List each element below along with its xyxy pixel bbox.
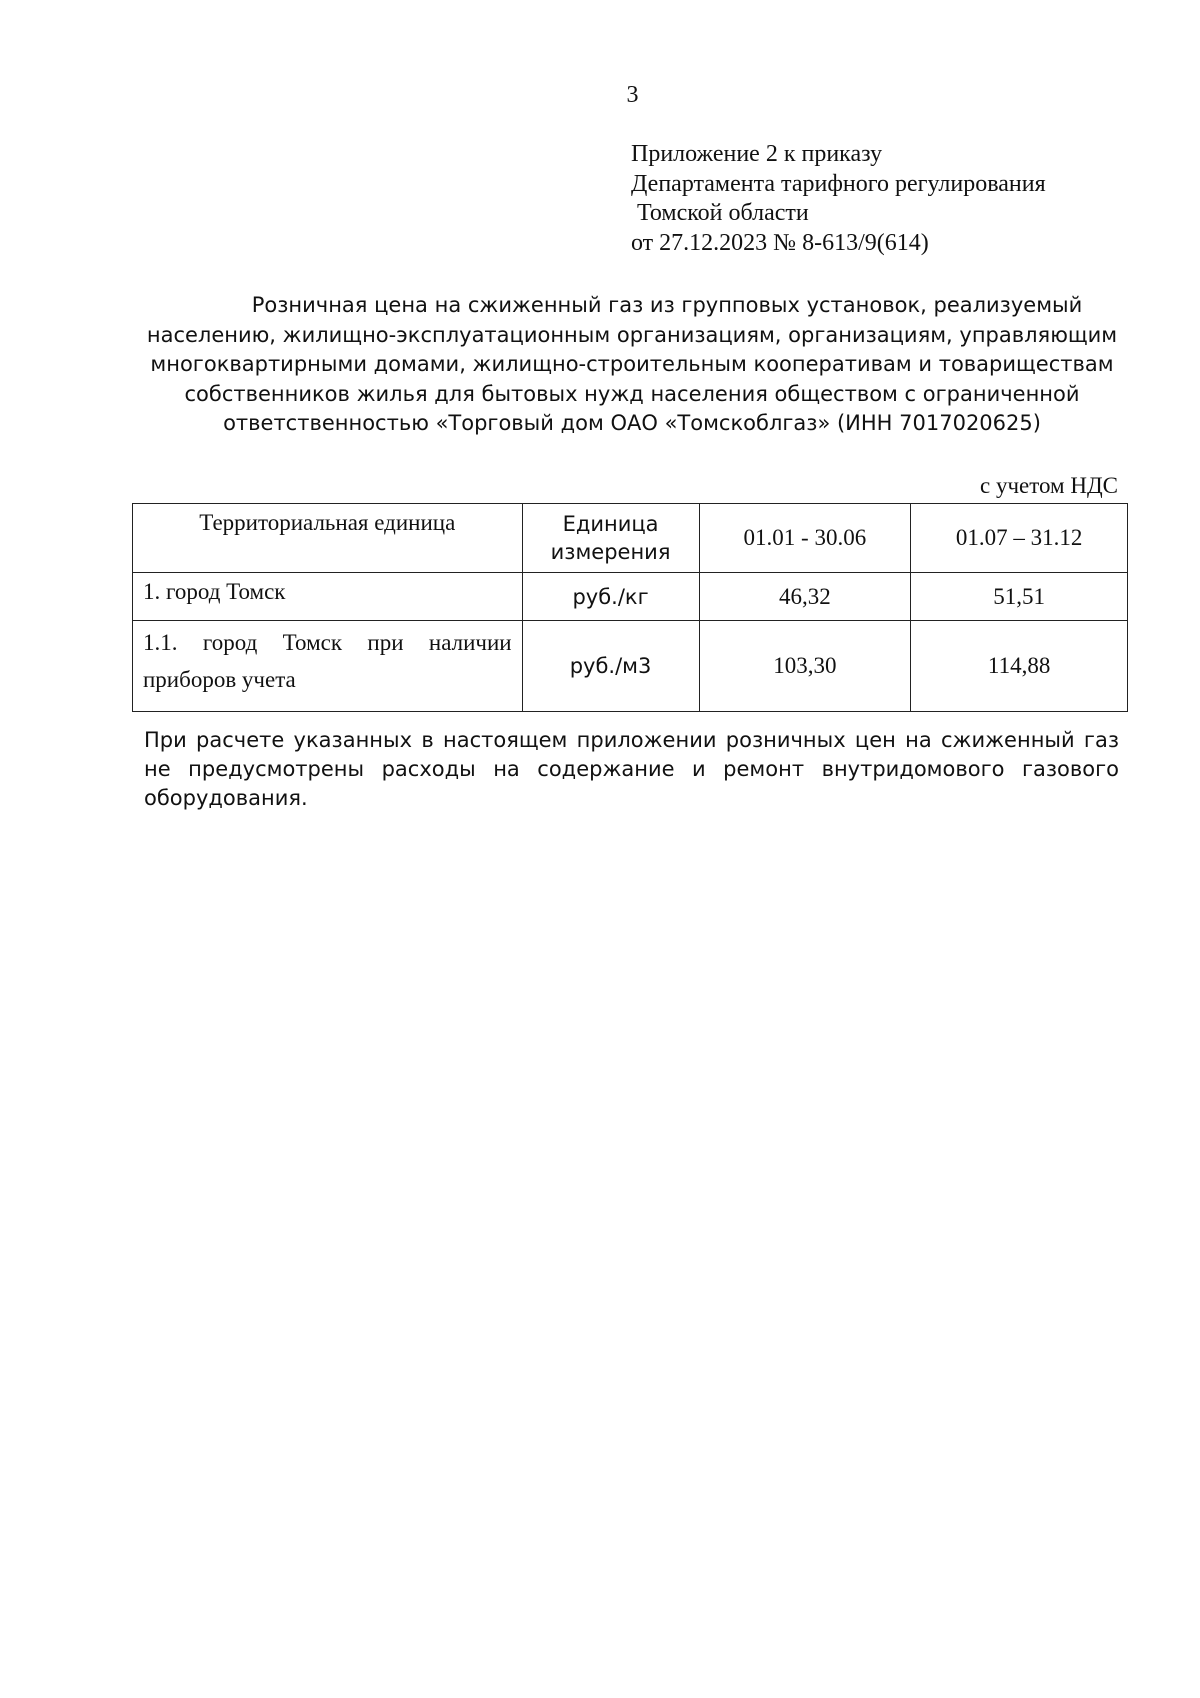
vat-note: с учетом НДС — [980, 473, 1118, 498]
header-period-second: 01.07 – 31.12 — [911, 504, 1128, 573]
title-line: многоквартирными домами, жилищно-строительным кооперативам и товариществам — [150, 352, 1114, 376]
document-title — [132, 291, 1132, 439]
price-cell-second: 51,51 — [911, 573, 1128, 621]
appendix-line: Томской области — [637, 200, 809, 226]
header-unit — [522, 504, 699, 573]
price-cell-second: 114,88 — [911, 621, 1128, 712]
appendix-order-number: от 27.12.2023 № 8-613/9(614) — [631, 229, 929, 256]
price-cell-first: 46,32 — [699, 573, 911, 621]
territory-line: приборов учета — [143, 667, 296, 692]
table-row — [133, 621, 1128, 712]
title-line: ответственностью «Торговый дом ОАО «Томскоблгаз» (ИНН 7017020625) — [223, 411, 1041, 435]
footnote: При расчете указанных в настоящем приложении розничных цен на сжиженный газ не предусмотрены расходы на содержание и ремонт внутридомового газового оборудования. — [144, 728, 1119, 810]
price-table — [132, 503, 1128, 712]
price-cell-first: 103,30 — [699, 621, 911, 712]
table-header-row — [133, 504, 1128, 573]
title-line: собственников жилья для бытовых нужд населения обществом с ограниченной — [184, 381, 1080, 406]
appendix-line: Приложение 2 к приказу — [631, 141, 883, 167]
unit-cell: руб./м3 — [522, 621, 699, 712]
appendix-reference — [631, 140, 1046, 258]
unit-cell: руб./кг — [522, 573, 699, 621]
header-unit-line: измерения — [550, 540, 671, 564]
territory-line: 1.1. город Томск при наличии — [143, 630, 512, 655]
title-line: населению, жилищно-эксплуатационным организациям, организациям, управляющим — [146, 322, 1118, 347]
appendix-line: Департамента тарифного регулирования — [631, 170, 1046, 197]
header-unit-line: Единица — [562, 512, 659, 536]
territory-cell — [133, 621, 523, 712]
territory-cell: 1. город Томск — [133, 573, 523, 621]
title-line: Розничная цена на сжиженный газ из групповых установок, реализуемый — [251, 293, 1083, 317]
header-period-first: 01.01 - 30.06 — [699, 504, 911, 573]
table-row — [133, 573, 1128, 621]
header-territory: Территориальная единица — [133, 504, 523, 573]
page-number: 3 — [626, 82, 639, 108]
